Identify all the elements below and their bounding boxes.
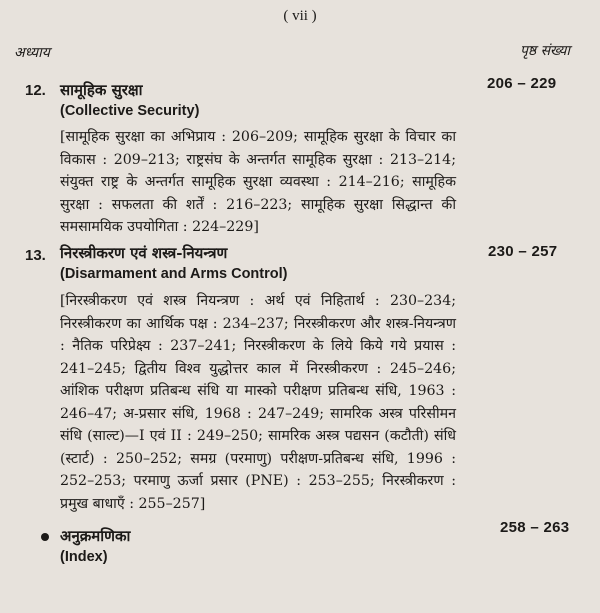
chapter-12-number: 12. xyxy=(25,82,46,99)
index-title-english: (Index) xyxy=(60,549,108,565)
chapter-12-contents: [सामूहिक सुरक्षा का अभिप्राय : 206–209; सामूहिक सुरक्षा के विचार का विकास : 209–213; राष्ट्रसंघ के अन्तर्गत सामूहिक सुरक्षा : 213–214; संयुक्त राष्ट्र के अन्तर्गत सामूहिक सुरक्षा व्यवस्था : 214–216; सामूहिक सुरक्षा : सफलता की शर्तें : 216–223; सामूहिक सुरक्षा सिद्धान्त की समसामयिक उपयोगिता : 224–229] xyxy=(60,129,456,235)
index-title-hindi: अनुक्रमणिका xyxy=(60,527,131,545)
bullet-icon xyxy=(41,533,49,541)
chapter-12-pages: 206 – 229 xyxy=(487,75,557,92)
chapter-13-number: 13. xyxy=(25,247,46,264)
chapter-13-pages: 230 – 257 xyxy=(488,243,558,260)
page-number: ( vii ) xyxy=(283,8,317,24)
chapter-12-title-hindi: सामूहिक सुरक्षा xyxy=(60,81,143,99)
chapter-13-contents: [निरस्त्रीकरण एवं शस्त्र नियन्त्रण : अर्थ एवं निहितार्थ : 230–234; निरस्त्रीकरण का आर्थिक पक्ष : 234–237; निरस्त्रीकरण और शस्त्र-नियन्त्रण : नैतिक परिप्रेक्ष्य : 237–241; निरस्त्रीकरण के लिये किये गये प्रयास : 241–245; द्वितीय विश्व युद्धोत्तर काल में निरस्त्रीकरण : 245–246; आंशिक परीक्षण प्रतिबन्ध संधि या मास्को परीक्षण प्रतिबन्ध संधि, 1963 : 246–47; अ-प्रसार संधि, 1968 : 247–249; सामरिक अस्त्र परिसीमन संधि (साल्ट)—I एवं II : 249–250; सामरिक अस्त्र पद्यसन (कटौती) संधि (स्टार्ट) : 250–252; समग्र (परमाणु) परीक्षण-प्रतिबन्ध संधि, 1996 : 252–253; परमाणु ऊर्जा प्रसार (PNE) : 253–255; निरस्त्रीकरण : प्रमुख बाधाएँ : 255–257] xyxy=(60,293,456,512)
chapter-column-header: अध्याय xyxy=(14,45,50,61)
page-column-header: पृष्ठ संख्या xyxy=(519,43,570,59)
chapter-13-title-hindi: निरस्त्रीकरण एवं शस्त्र-नियन्त्रण xyxy=(60,244,228,262)
chapter-13-title-english: (Disarmament and Arms Control) xyxy=(60,266,288,282)
chapter-12-title-english: (Collective Security) xyxy=(60,103,200,119)
index-pages: 258 – 263 xyxy=(500,519,570,536)
